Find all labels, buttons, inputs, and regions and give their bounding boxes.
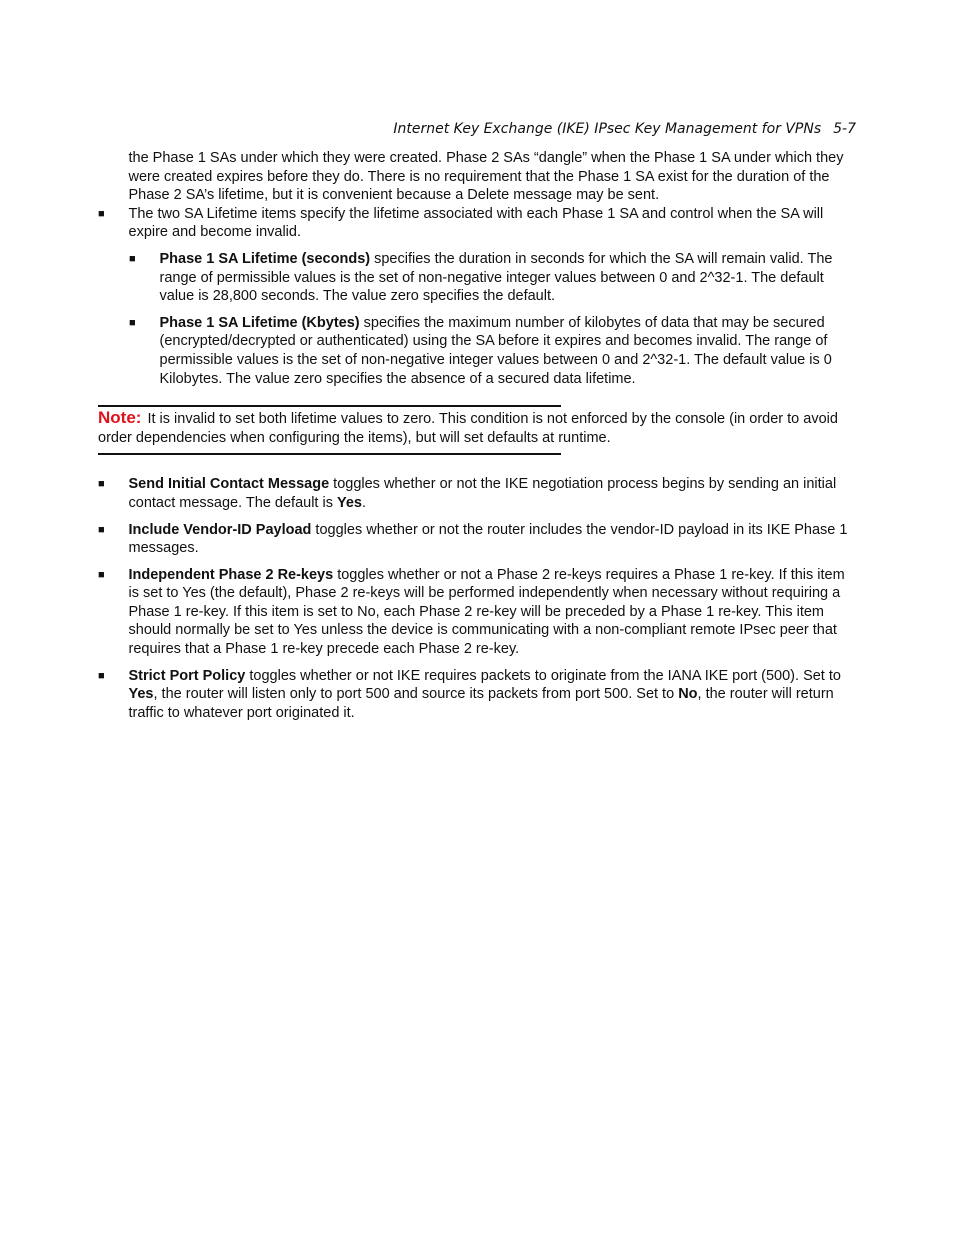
vendor-id-text: toggles whether or not the router includes the vendor-ID payload in its IKE Phase 1 messages. <box>128 521 848 557</box>
lifetime-seconds-text: specifies the duration in seconds for which the SA will remain valid. The range of permissible values is the set of non-negative integer values between 0 and 2^32-1. The default value is 28,800 seconds. The value zero specifies the default. <box>159 250 833 305</box>
page-number: 5-7 <box>833 121 856 137</box>
term-strict-port-policy: Strict Port Policy <box>128 667 246 684</box>
send-initial-paragraph <box>129 475 857 512</box>
lifetime-kbytes-paragraph <box>160 314 857 388</box>
note-box <box>98 405 856 455</box>
term-vendor-id: Include Vendor-ID Payload <box>128 521 312 538</box>
square-bullet-icon: ■ <box>129 316 136 329</box>
strict-port-yes-value: Yes <box>128 686 154 703</box>
running-header <box>98 120 856 138</box>
lifetime-text: The two SA Lifetime items specify the lifetime associated with each Phase 1 SA and control when the SA will expire and become invalid. <box>128 205 824 241</box>
term-lifetime-seconds: Phase 1 SA Lifetime (seconds) <box>159 250 371 267</box>
list-item-send-initial-contact <box>98 475 856 512</box>
vendor-id-paragraph <box>129 521 857 558</box>
page-body <box>98 149 856 730</box>
send-initial-end: . <box>362 494 367 511</box>
sublist-item-lifetime-seconds <box>98 250 856 306</box>
intro-paragraph: the Phase 1 SAs under which they were created. Phase 2 SAs “dangle” when the Phase 1 SA under which they were created expires before they do. There is no requirement that the Phase 1 SA exist for the duration of the Phase 2 SA’s lifetime, but it is convenient because a Delete message may be sent. <box>128 150 844 204</box>
strict-port-text-2: , the router will listen only to port 500 and source its packets from port 500. Set to <box>153 686 679 703</box>
note-text: It is invalid to set both lifetime values to zero. This condition is not enforced by the console (in order to avoid order dependencies when configuring the items), but will set defaults at runtime. <box>98 411 838 446</box>
list-item-independent-rekeys <box>98 566 856 659</box>
strict-port-no-value: No <box>678 686 698 703</box>
strict-port-text-3: , the router will return traffic to whatever port originated it. <box>128 686 834 721</box>
square-bullet-icon: ■ <box>98 207 105 220</box>
strict-port-text-1: toggles whether or not IKE requires packets to originate from the IANA IKE port (500). Set to <box>245 667 841 684</box>
note-bottom-rule <box>98 453 561 455</box>
send-initial-text: toggles whether or not the IKE negotiation process begins by sending an initial contact message. The default is <box>128 476 837 511</box>
square-bullet-icon: ■ <box>129 252 136 265</box>
list-item-vendor-id <box>98 521 856 558</box>
square-bullet-icon: ■ <box>98 478 105 491</box>
strict-port-paragraph <box>129 667 857 723</box>
note-label: Note: <box>98 408 142 428</box>
term-independent-rekeys: Independent Phase 2 Re-keys <box>128 566 334 583</box>
header-title: Internet Key Exchange (IKE) IPsec Key Management for VPNs <box>393 121 822 137</box>
default-yes-value: Yes <box>337 494 362 511</box>
term-send-initial-contact: Send Initial Contact Message <box>128 476 330 493</box>
list-item-strict-port-policy <box>98 667 856 723</box>
sublist-item-lifetime-kbytes <box>98 314 856 388</box>
square-bullet-icon: ■ <box>98 669 105 682</box>
square-bullet-icon: ■ <box>98 568 105 581</box>
note-body <box>98 407 856 453</box>
independent-rekeys-text: toggles whether or not a Phase 2 re-keys requires a Phase 1 re-key. If this item is set to Yes (the default), Phase 2 re-keys will be performed independently when necessary without requiring a Phase 1 re-key. If this item is set to No, each Phase 2 re-key will be preceded by a Phase 1 re-key. This item should normally be set to Yes unless the device is communicating with a non-compliant remote IPsec peer that requires that a Phase 1 re-key precede each Phase 2 re-key. <box>128 566 845 658</box>
lifetime-seconds-paragraph <box>160 250 857 306</box>
square-bullet-icon: ■ <box>98 523 105 536</box>
lifetime-kbytes-text: specifies the maximum number of kilobytes of data that may be secured (encrypted/decrypted or authenticated) using the SA before it expires and becomes invalid. The range of permissible values is the set of non-negative integer values between 0 and 2^32-1. The default value is 0 Kilobytes. The value zero specifies the absence of a secured data lifetime. <box>159 314 832 387</box>
list-item-lifetime <box>98 205 856 242</box>
term-lifetime-kbytes: Phase 1 SA Lifetime (Kbytes) <box>159 314 360 331</box>
independent-rekeys-paragraph <box>129 566 857 659</box>
